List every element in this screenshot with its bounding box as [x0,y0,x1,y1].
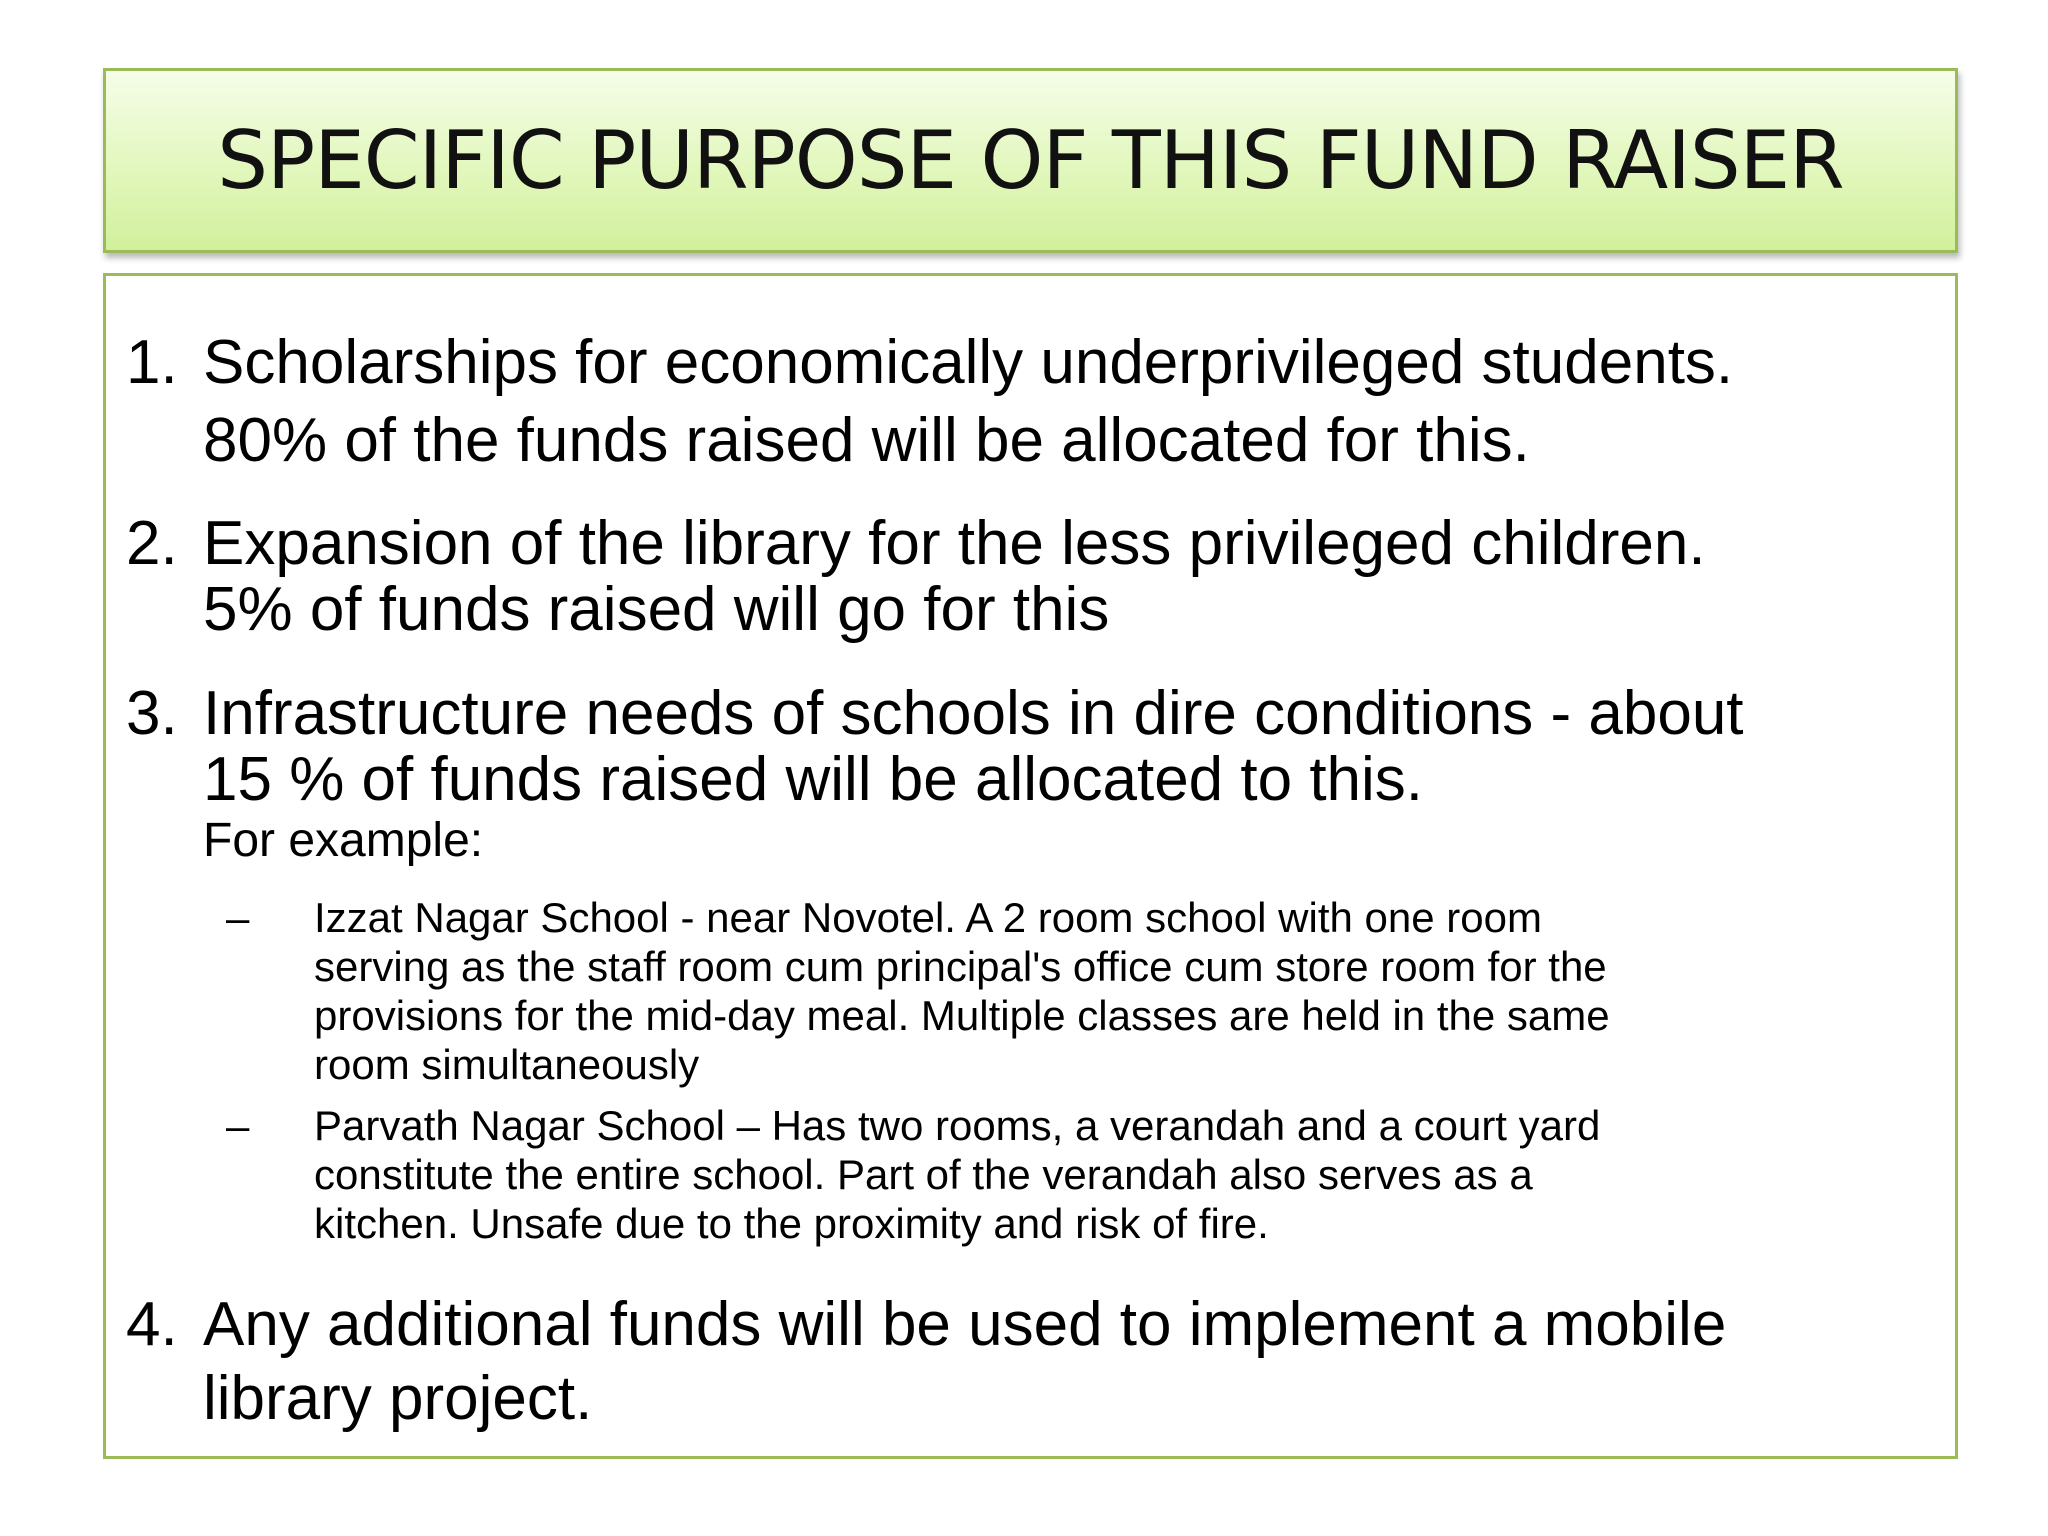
sub-item-text [314,893,1935,1089]
sub-item-line: Izzat Nagar School - near Novotel. A 2 room school with one room [314,894,1542,941]
list-item-line: library project. [203,1364,593,1433]
slide-title: SPECIFIC PURPOSE OF THIS FUND RAISER [217,114,1844,207]
sub-item-dash: – [226,894,250,941]
sub-item-line: Parvath Nagar School – Has two rooms, a verandah and a court yard [314,1102,1601,1149]
list-item-line: Infrastructure needs of schools in dire conditions - about [203,679,1744,748]
list-item-number: 4. [126,1290,178,1359]
sub-item-line: provisions for the mid-day meal. Multiple classes are held in the same [314,992,1610,1039]
sub-item-line: kitchen. Unsafe due to the proximity and risk of fire. [314,1200,1269,1247]
list-item-line: 5% of funds raised will go for this [203,575,1110,644]
list-item-line: 80% of the funds raised will be allocated for this. [203,406,1530,475]
list-item-line: Scholarships for economically underprivileged students. [203,328,1734,397]
list-item-line: 15 % of funds raised will be allocated to this. [203,745,1424,814]
list-item-line: Any additional funds will be used to implement a mobile [203,1290,1727,1359]
sub-item-dash: – [226,1102,250,1149]
content-box [103,273,1958,1459]
list-item-number: 1. [126,328,178,397]
list-item-2 [126,511,1935,643]
list-item-text [203,328,1935,476]
sub-item-line: constitute the entire school. Part of the verandah also serves as a [314,1151,1533,1198]
title-box [103,68,1958,253]
sub-item-parvath-nagar [226,1101,1935,1248]
list-item-3 [126,681,1935,869]
list-item-number: 2. [126,509,178,578]
sub-item-text [314,1101,1935,1248]
list-item-line: Expansion of the library for the less privileged children. [203,509,1706,578]
example-label: For example: [203,814,484,867]
list-item-1 [126,328,1935,476]
list-item-text [203,511,1935,643]
list-item-4 [126,1288,1935,1436]
list-item-text [203,681,1935,869]
list-item-number: 3. [126,679,178,748]
sub-item-izzat-nagar [226,893,1935,1089]
list-item-text [203,1288,1935,1436]
sub-item-line: serving as the staff room cum principal's office cum store room for the [314,943,1607,990]
sub-item-line: room simultaneously [314,1041,700,1088]
